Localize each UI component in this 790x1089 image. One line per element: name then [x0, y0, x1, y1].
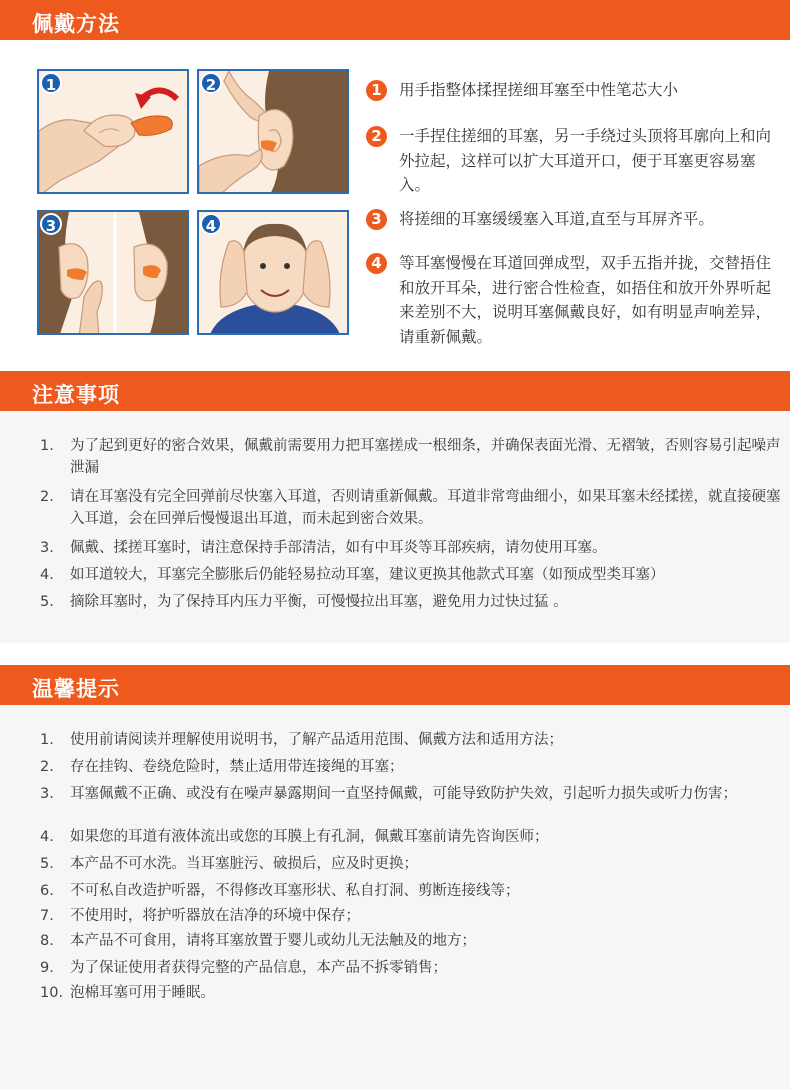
- list-item-number: 5.: [40, 594, 54, 610]
- list-item-text: 存在挂钩、卷绕危险时，禁止适用带连接绳的耳塞；: [70, 759, 404, 775]
- list-item-number: 3.: [40, 786, 54, 802]
- notes-header: [0, 371, 790, 411]
- tips-section: [0, 705, 790, 1089]
- step-4-badge: 4: [200, 213, 222, 235]
- step-2-text: 一手捏住搓细的耳塞，另一手绕过头顶将耳廓向上和向外拉起，这样可以扩大耳道开口，便于耳塞更容易塞入。: [399, 127, 772, 194]
- step-2-illustration: [197, 69, 349, 194]
- list-item-text: 不使用时，将护听器放在洁净的环境中保存；: [70, 908, 360, 924]
- wearing-method-title: 佩戴方法: [32, 12, 120, 36]
- notes-title: 注意事项: [32, 383, 120, 407]
- step-4-illustration: [197, 210, 349, 335]
- list-item-number: 9.: [40, 960, 54, 976]
- list-item-text: 摘除耳塞时，为了保持耳内压力平衡，可慢慢拉出耳塞，避免用力过快过猛 。: [70, 594, 568, 610]
- step-4-text: 等耳塞慢慢在耳道回弹成型，双手五指并拢，交替捂住和放开耳朵，进行密合性检查，如捂住和放开外界听起来差别不大，说明耳塞佩戴良好，如有明显声响差异，请重新佩戴。: [399, 254, 772, 346]
- list-item-text: 泡棉耳塞可用于睡眠。: [70, 985, 215, 1001]
- list-item-number: 2.: [40, 489, 54, 505]
- step-3-text: 将搓细的耳塞缓缓塞入耳道,直至与耳屏齐平。: [399, 210, 714, 228]
- step-3-number: 3: [366, 209, 387, 230]
- notes-section: [0, 411, 790, 643]
- list-item-text: 请在耳塞没有完全回弹前尽快塞入耳道，否则请重新佩戴。耳道非常弯曲细小，如果耳塞未经揉搓，就直接硬塞入耳道，会在回弹后慢慢退出耳道，而未起到密合效果。: [70, 489, 781, 527]
- list-item-text: 佩戴、揉搓耳塞时，请注意保持手部清洁，如有中耳炎等耳部疾病，请勿使用耳塞。: [70, 540, 607, 556]
- list-item-number: 4.: [40, 829, 54, 845]
- list-item-number: 10.: [40, 985, 64, 1001]
- pulling-ear-image: [199, 71, 349, 194]
- tips-title: 温馨提示: [32, 677, 120, 701]
- list-item-text: 不可私自改造护听器，不得修改耳塞形状、私自打洞、剪断连接线等；: [70, 883, 520, 899]
- list-item-number: 2.: [40, 759, 54, 775]
- step-3-badge: 3: [40, 213, 62, 235]
- list-item-number: 1.: [40, 732, 54, 748]
- list-item-text: 如耳道较大，耳塞完全膨胀后仍能轻易拉动耳塞，建议更换其他款式耳塞（如预成型类耳塞）: [70, 567, 665, 583]
- list-item-text: 本产品不可水洗。当耳塞脏污、破损后，应及时更换；: [70, 856, 418, 872]
- wearing-method-header: [0, 0, 790, 40]
- list-item-number: 3.: [40, 540, 54, 556]
- step-2-badge: 2: [200, 72, 222, 94]
- step-4-number: 4: [366, 253, 387, 274]
- list-item-text: 为了起到更好的密合效果，佩戴前需要用力把耳塞搓成一根细条，并确保表面光滑、无褶皱，否则容易引起噪声泄漏: [70, 438, 781, 476]
- inserting-earplug-image: [39, 212, 189, 335]
- step-1-badge: 1: [40, 72, 62, 94]
- list-item-number: 4.: [40, 567, 54, 583]
- list-item-text: 为了保证使用者获得完整的产品信息，本产品不拆零销售；: [70, 960, 447, 976]
- step-1-text: 用手指整体揉捏搓细耳塞至中性笔芯大小: [399, 81, 679, 99]
- list-item-number: 8.: [40, 933, 54, 949]
- tips-header: [0, 665, 790, 705]
- list-item-number: 7.: [40, 908, 54, 924]
- list-item-text: 本产品不可食用，请将耳塞放置于婴儿或幼儿无法触及的地方；: [70, 933, 476, 949]
- step-3-illustration: [37, 210, 189, 335]
- list-item-text: 如果您的耳道有液体流出或您的耳膜上有孔洞，佩戴耳塞前请先咨询医师；: [70, 829, 549, 845]
- step-1-illustration: [37, 69, 189, 194]
- list-item-number: 1.: [40, 438, 54, 454]
- list-item-text: 耳塞佩戴不正确、或没有在噪声暴露期间一直坚持佩戴，可能导致防护失效，引起听力损失或听力伤害；: [70, 786, 737, 802]
- step-1-number: 1: [366, 80, 387, 101]
- seal-check-image: [199, 212, 349, 335]
- rolling-earplug-image: [39, 71, 189, 194]
- step-2-number: 2: [366, 126, 387, 147]
- list-item-text: 使用前请阅读并理解使用说明书，了解产品适用范围、佩戴方法和适用方法；: [70, 732, 563, 748]
- list-item-number: 5.: [40, 856, 54, 872]
- list-item-number: 6.: [40, 883, 54, 899]
